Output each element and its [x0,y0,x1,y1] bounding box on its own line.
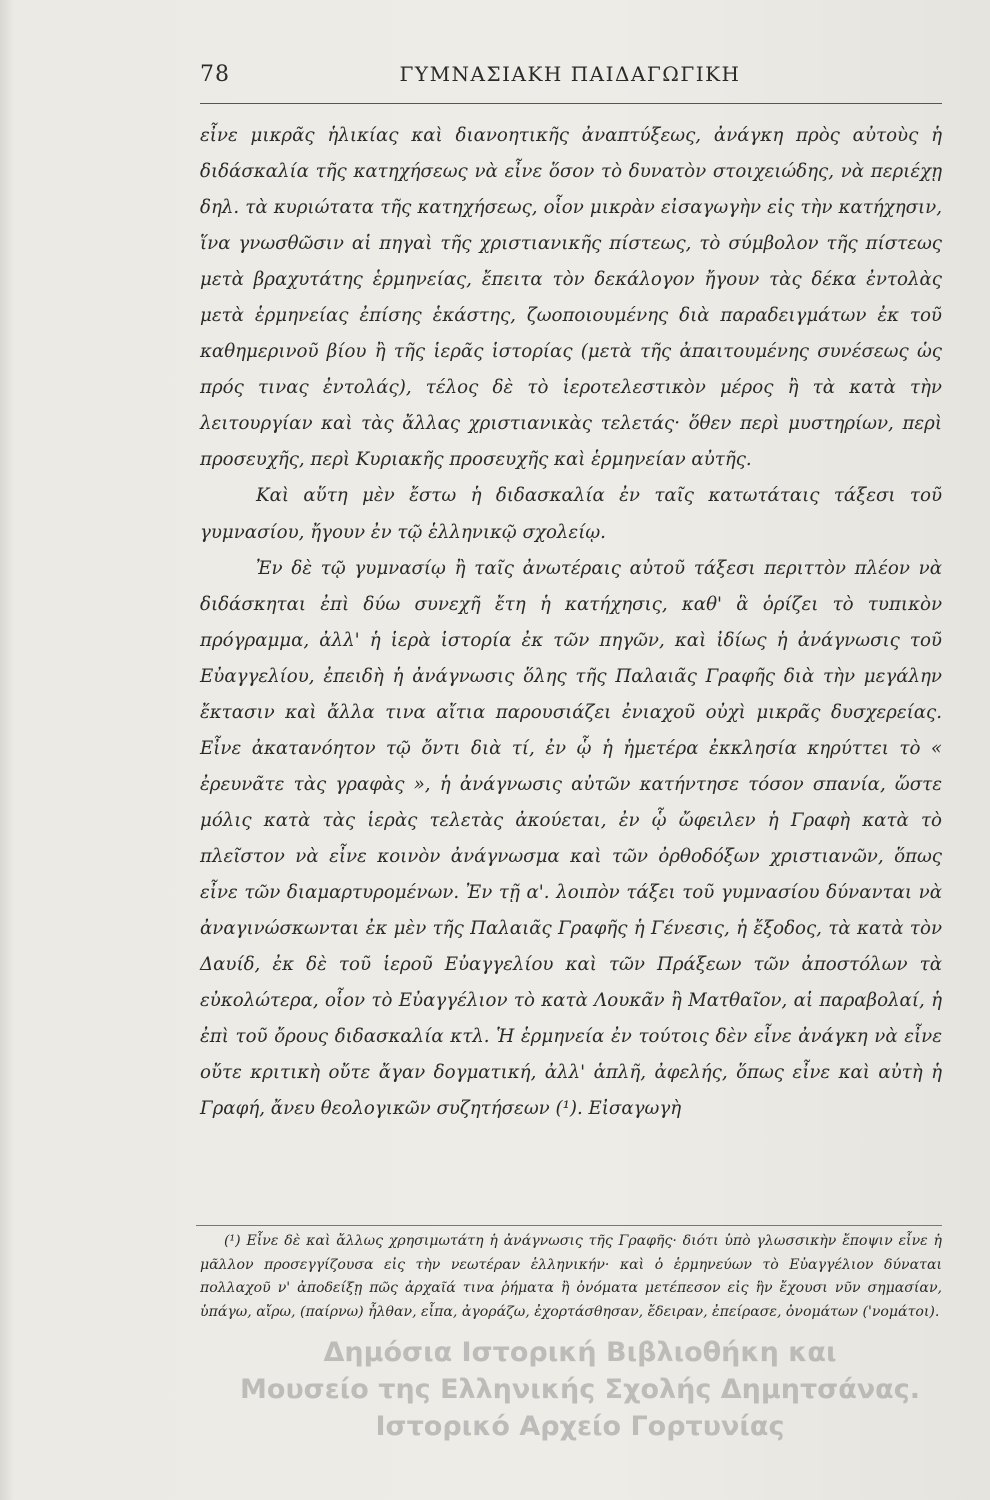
paragraph-1: εἶνε μικρᾶς ἡλικίας καὶ διανοητικῆς ἀναπτύξεως, ἀνάγκη πρὸς αὐτοὺς ἡ διδάσκαλία τῆς κατηχήσεως νὰ εἶνε ὅσον τὸ δυνατὸν στοιχειώδης, νὰ περιέχῃ δηλ. τὰ κυριώτατα τῆς κατηχήσεως, οἷον μικρὰν εἰσαγωγὴν εἰς τὴν κατήχησιν, ἵνα γνωσθῶσιν αἱ πηγαὶ τῆς χριστιανικῆς πίστεως, τὸ σύμβολον τῆς πίστεως μετὰ βραχυτάτης ἑρμηνείας, ἔπειτα τὸν δεκάλογον ἤγουν τὰς δέκα ἐντολὰς μετὰ ἑρμηνείας ἐπίσης ἑκάστης, ζωοποιουμένης διὰ παραδειγμάτων ἐκ τοῦ καθημερινοῦ βίου ἢ τῆς ἱερᾶς ἱστορίας (μετὰ τῆς ἀπαιτουμένης συνέσεως ὡς πρός τινας ἐντολάς), τέλος δὲ τὸ ἱεροτελεστικὸν μέρος ἢ τὰ κατὰ τὴν λειτουργίαν καὶ τὰς ἄλλας χριστιανικὰς τελετάς· ὅθεν περὶ μυστηρίων, περὶ προσευχῆς, περὶ Κυριακῆς προσευχῆς καὶ ἑρμηνείαν αὐτῆς. [200,125,942,471]
paragraph-3: Ἐν δὲ τῷ γυμνασίῳ ἢ ταῖς ἀνωτέραις αὐτοῦ τάξεσι περιττὸν πλέον νὰ διδάσκηται ἐπὶ δύω συνεχῆ ἔτη ἡ κατήχησις, καθ' ἃ ὁρίζει τὸ τυπικὸν πρόγραμμα, ἀλλ' ἡ ἱερὰ ἱστορία ἐκ τῶν πηγῶν, καὶ ἰδίως ἡ ἀνάγνωσις τοῦ Εὐαγγελίου, ἐπειδὴ ἡ ἀνάγνωσις ὅλης τῆς Παλαιᾶς Γραφῆς διὰ τὴν μεγάλην ἔκτασιν καὶ ἄλλα τινα αἴτια παρουσιάζει ἐνιαχοῦ οὐχὶ μικρᾶς δυσχερείας. Εἶνε ἀκατανόητον τῷ ὄντι διὰ τί, ἐν ᾧ ἡ ἡμετέρα ἐκκλησία κηρύττει τὸ « ἐρευνᾶτε τὰς γραφὰς », ἡ ἀνάγνωσις αὐτῶν κατήντησε τόσον σπανία, ὥστε μόλις κατὰ τὰς ἱερὰς τελετὰς ἀκούεται, ἐν ᾧ ὤφειλεν ἡ Γραφὴ κατὰ τὸ πλεῖστον νὰ εἶνε κοινὸν ἀνάγνωσμα καὶ τῶν ὀρθοδόξων χριστιανῶν, ὅπως εἶνε τῶν διαμαρτυρομένων. Ἐν τῇ α'. λοιπὸν τάξει τοῦ γυμνασίου δύνανται νὰ ἀναγινώσκωνται ἐκ μὲν τῆς Παλαιᾶς Γραφῆς ἡ Γένεσις, ἡ ἔξοδος, τὰ κατὰ τὸν Δαυίδ, ἐκ δὲ τοῦ ἱεροῦ Εὐαγγελίου καὶ τῶν Πράξεων τῶν ἀποστόλων τὰ εὐκολώτερα, οἷον τὸ Εὐαγγέλιον τὸ κατὰ Λουκᾶν ἢ Ματθαῖον, αἱ παραβολαί, ἡ ἐπὶ τοῦ ὄρους διδασκαλία κτλ. Ἡ ἑρμηνεία ἐν τούτοις δὲν εἶνε ἀνάγκη νὰ εἶνε οὔτε κριτικὴ οὔτε ἄγαν δογματική, ἀλλ' ἁπλῆ, ἀφελής, ὅπως εἶνε καὶ αὐτὴ ἡ Γραφή, ἄνευ θεολογικῶν συζητήσεων (¹). Εἰσαγωγὴ [200,557,942,1120]
watermark-line: Δημόσια Ιστορική Βιβλιοθήκη και [323,1337,837,1368]
paragraph-2: Καὶ αὕτη μὲν ἔστω ἡ διδασκαλία ἐν ταῖς κατωτάταις τάξεσι τοῦ γυμνασίου, ἤγουν ἐν τῷ ἑλληνικῷ σχολείῳ. [200,485,942,543]
watermark-line: Μουσείο της Ελληνικής Σχολής Δημητσάνας. [240,1374,920,1405]
footnote-text: (¹) Εἶνε δὲ καὶ ἄλλως χρησιμωτάτη ἡ ἀνάγνωσις τῆς Γραφῆς· διότι ὑπὸ γλωσσικὴν ἔποψιν εἶνε ἡ μᾶλλον προσεγγίζουσα εἰς τὴν νεωτέραν ἑλληνικήν· καὶ ὁ ἑρμηνεύων τὸ Εὐαγγέλιον δύναται πολλαχοῦ ν' ἀποδείξῃ πῶς ἀρχαῖά τινα ῥήματα ἢ ὀνόματα μετέπεσον εἰς ἣν ἔχουσι νῦν σημασίαν, ὑπάγω, αἴρω, (παίρνω) ἦλθαν, εἶπα, ἀγοράζω, ἐχορτάσθησαν, ἔδειραν, ἐπείρασε, ὀνομάτων ('νομάτοι). [200,1233,942,1320]
library-watermark [200,1334,960,1445]
running-head: ΓΥΜΝΑΣΙΑΚΗ ΠΑΙΔΑΓΩΓΙΚΗ [399,62,741,86]
footnote [200,1230,942,1324]
page-header [200,62,940,102]
watermark-line: Ιστορικό Αρχείο Γορτυνίας [375,1411,785,1442]
footnote-rule [196,1225,942,1226]
page-number: 78 [200,62,230,87]
header-rule [200,103,942,104]
body-text [200,118,942,1127]
